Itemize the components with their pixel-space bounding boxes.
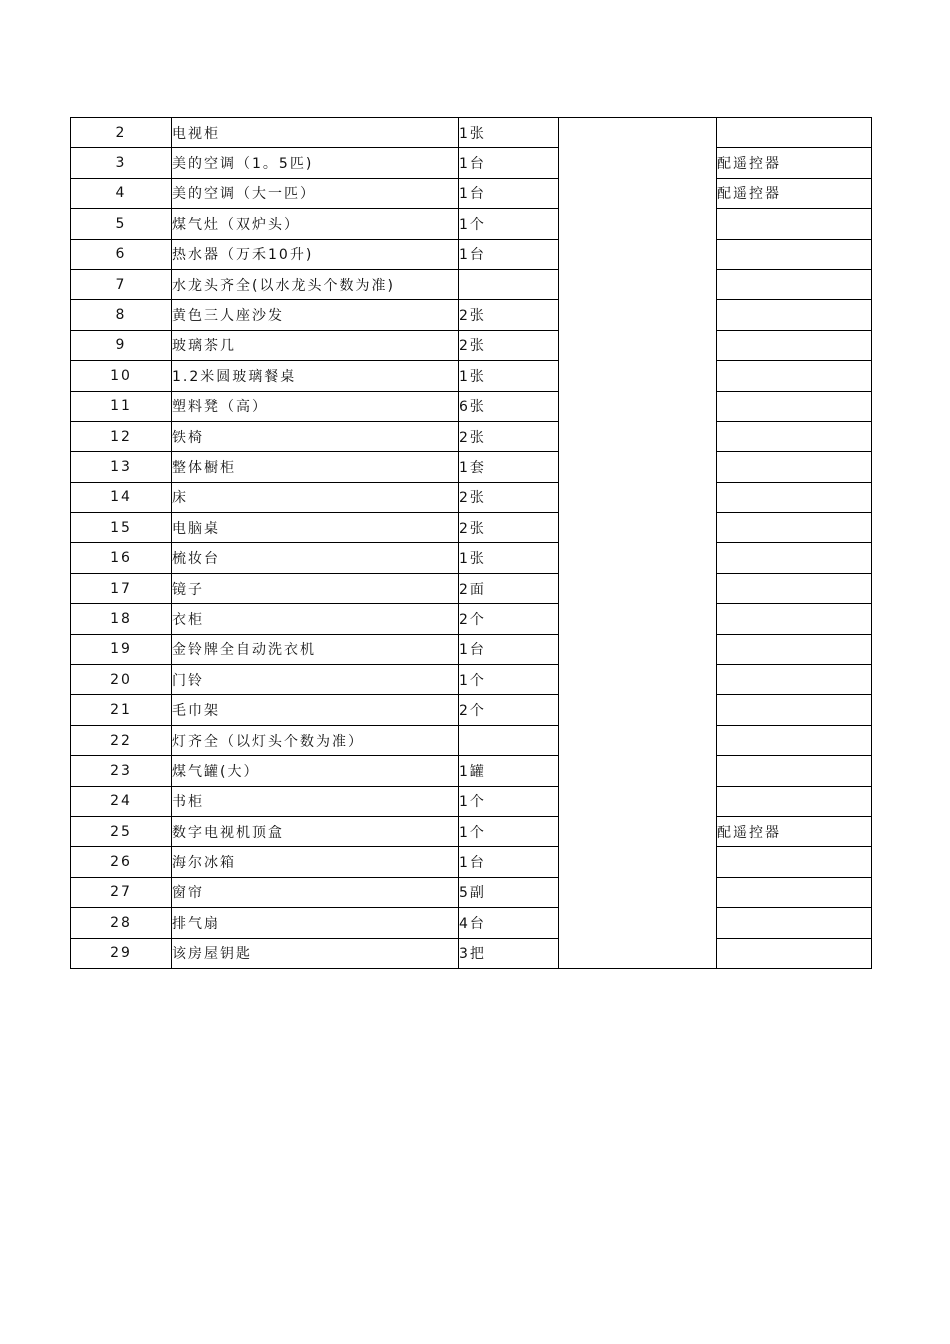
table-row [71, 725, 872, 755]
item-number-cell: 20 [71, 665, 172, 695]
item-number-cell: 21 [71, 695, 172, 725]
item-number-cell: 17 [71, 573, 172, 603]
item-name-cell: 电脑桌 [172, 513, 459, 543]
item-remark-cell [717, 209, 872, 239]
item-number-cell: 12 [71, 421, 172, 451]
item-name-cell: 该房屋钥匙 [172, 938, 459, 968]
item-remark-cell [717, 513, 872, 543]
item-name-cell: 水龙头齐全(以水龙头个数为准) [172, 269, 459, 299]
item-quantity-cell: 2张 [459, 300, 559, 330]
table-row [71, 239, 872, 269]
item-quantity-cell: 3把 [459, 938, 559, 968]
item-remark-cell [717, 452, 872, 482]
item-name-cell: 梳妆台 [172, 543, 459, 573]
item-name-cell: 金铃牌全自动洗衣机 [172, 634, 459, 664]
item-name-cell: 整体橱柜 [172, 452, 459, 482]
table-row [71, 604, 872, 634]
table-row [71, 816, 872, 846]
table-row [71, 148, 872, 178]
inventory-table-body [71, 118, 872, 969]
item-number-cell: 11 [71, 391, 172, 421]
item-remark-cell [717, 725, 872, 755]
table-row [71, 178, 872, 208]
item-number-cell: 13 [71, 452, 172, 482]
table-row [71, 756, 872, 786]
item-quantity-cell: 1个 [459, 786, 559, 816]
inventory-table [70, 117, 872, 969]
item-name-cell: 美的空调（大一匹） [172, 178, 459, 208]
item-number-cell: 4 [71, 178, 172, 208]
item-quantity-cell [459, 725, 559, 755]
item-number-cell: 10 [71, 361, 172, 391]
item-remark-cell [717, 421, 872, 451]
item-number-cell: 16 [71, 543, 172, 573]
item-name-cell: 床 [172, 482, 459, 512]
item-remark-cell [717, 482, 872, 512]
item-quantity-cell: 1张 [459, 361, 559, 391]
item-number-cell: 5 [71, 209, 172, 239]
item-remark-cell: 配遥控器 [717, 148, 872, 178]
item-remark-cell [717, 756, 872, 786]
item-name-cell: 毛巾架 [172, 695, 459, 725]
item-remark-cell [717, 665, 872, 695]
table-row [71, 634, 872, 664]
item-remark-cell [717, 118, 872, 148]
item-name-cell: 海尔冰箱 [172, 847, 459, 877]
item-quantity-cell: 2张 [459, 330, 559, 360]
item-quantity-cell: 2个 [459, 695, 559, 725]
item-quantity-cell: 2张 [459, 421, 559, 451]
table-row [71, 300, 872, 330]
table-row [71, 573, 872, 603]
item-number-cell: 19 [71, 634, 172, 664]
table-row [71, 118, 872, 148]
item-number-cell: 27 [71, 877, 172, 907]
item-quantity-cell: 5副 [459, 877, 559, 907]
item-remark-cell [717, 361, 872, 391]
item-number-cell: 7 [71, 269, 172, 299]
item-quantity-cell: 1张 [459, 543, 559, 573]
item-number-cell: 29 [71, 938, 172, 968]
item-number-cell: 28 [71, 908, 172, 938]
table-row [71, 209, 872, 239]
item-quantity-cell: 6张 [459, 391, 559, 421]
item-quantity-cell: 2个 [459, 604, 559, 634]
item-remark-cell [717, 604, 872, 634]
table-row [71, 543, 872, 573]
item-name-cell: 黄色三人座沙发 [172, 300, 459, 330]
table-row [71, 847, 872, 877]
table-row [71, 269, 872, 299]
table-row [71, 938, 872, 968]
item-name-cell: 1.2米圆玻璃餐桌 [172, 361, 459, 391]
item-quantity-cell: 1台 [459, 634, 559, 664]
item-remark-cell: 配遥控器 [717, 178, 872, 208]
item-number-cell: 18 [71, 604, 172, 634]
item-quantity-cell: 1台 [459, 847, 559, 877]
item-remark-cell [717, 877, 872, 907]
item-number-cell: 8 [71, 300, 172, 330]
item-quantity-cell: 2张 [459, 513, 559, 543]
item-remark-cell [717, 938, 872, 968]
table-row [71, 391, 872, 421]
item-remark-cell [717, 908, 872, 938]
item-remark-cell [717, 695, 872, 725]
table-row [71, 421, 872, 451]
item-quantity-cell [459, 269, 559, 299]
item-quantity-cell: 1个 [459, 209, 559, 239]
item-number-cell: 22 [71, 725, 172, 755]
table-row [71, 665, 872, 695]
item-number-cell: 2 [71, 118, 172, 148]
item-quantity-cell: 1台 [459, 178, 559, 208]
item-quantity-cell: 1套 [459, 452, 559, 482]
item-remark-cell [717, 573, 872, 603]
table-row [71, 695, 872, 725]
item-name-cell: 美的空调（1。5匹) [172, 148, 459, 178]
item-number-cell: 14 [71, 482, 172, 512]
item-remark-cell [717, 391, 872, 421]
table-row [71, 513, 872, 543]
table-row [71, 877, 872, 907]
table-row [71, 330, 872, 360]
item-quantity-cell: 1个 [459, 816, 559, 846]
item-number-cell: 23 [71, 756, 172, 786]
item-quantity-cell: 1罐 [459, 756, 559, 786]
item-quantity-cell: 4台 [459, 908, 559, 938]
item-remark-cell: 配遥控器 [717, 816, 872, 846]
item-remark-cell [717, 300, 872, 330]
item-remark-cell [717, 634, 872, 664]
item-number-cell: 3 [71, 148, 172, 178]
item-number-cell: 9 [71, 330, 172, 360]
item-remark-cell [717, 786, 872, 816]
item-remark-cell [717, 269, 872, 299]
table-row [71, 908, 872, 938]
item-name-cell: 铁椅 [172, 421, 459, 451]
item-name-cell: 灯齐全（以灯头个数为准） [172, 725, 459, 755]
item-name-cell: 镜子 [172, 573, 459, 603]
item-quantity-cell: 1台 [459, 239, 559, 269]
item-name-cell: 煤气灶（双炉头） [172, 209, 459, 239]
item-remark-cell [717, 543, 872, 573]
merged-blank-cell [559, 118, 717, 969]
item-quantity-cell: 2面 [459, 573, 559, 603]
item-name-cell: 热水器（万禾10升) [172, 239, 459, 269]
item-name-cell: 煤气罐(大） [172, 756, 459, 786]
item-number-cell: 26 [71, 847, 172, 877]
item-remark-cell [717, 847, 872, 877]
table-row [71, 482, 872, 512]
item-name-cell: 门铃 [172, 665, 459, 695]
item-name-cell: 电视柜 [172, 118, 459, 148]
item-name-cell: 排气扇 [172, 908, 459, 938]
table-row [71, 452, 872, 482]
item-number-cell: 24 [71, 786, 172, 816]
item-remark-cell [717, 330, 872, 360]
item-name-cell: 书柜 [172, 786, 459, 816]
item-number-cell: 15 [71, 513, 172, 543]
item-remark-cell [717, 239, 872, 269]
item-name-cell: 衣柜 [172, 604, 459, 634]
item-number-cell: 25 [71, 816, 172, 846]
table-row [71, 361, 872, 391]
item-name-cell: 窗帘 [172, 877, 459, 907]
item-quantity-cell: 1张 [459, 118, 559, 148]
item-quantity-cell: 2张 [459, 482, 559, 512]
item-name-cell: 玻璃茶几 [172, 330, 459, 360]
table-row [71, 786, 872, 816]
item-quantity-cell: 1台 [459, 148, 559, 178]
item-name-cell: 数字电视机顶盒 [172, 816, 459, 846]
item-name-cell: 塑料凳（高） [172, 391, 459, 421]
item-quantity-cell: 1个 [459, 665, 559, 695]
item-number-cell: 6 [71, 239, 172, 269]
